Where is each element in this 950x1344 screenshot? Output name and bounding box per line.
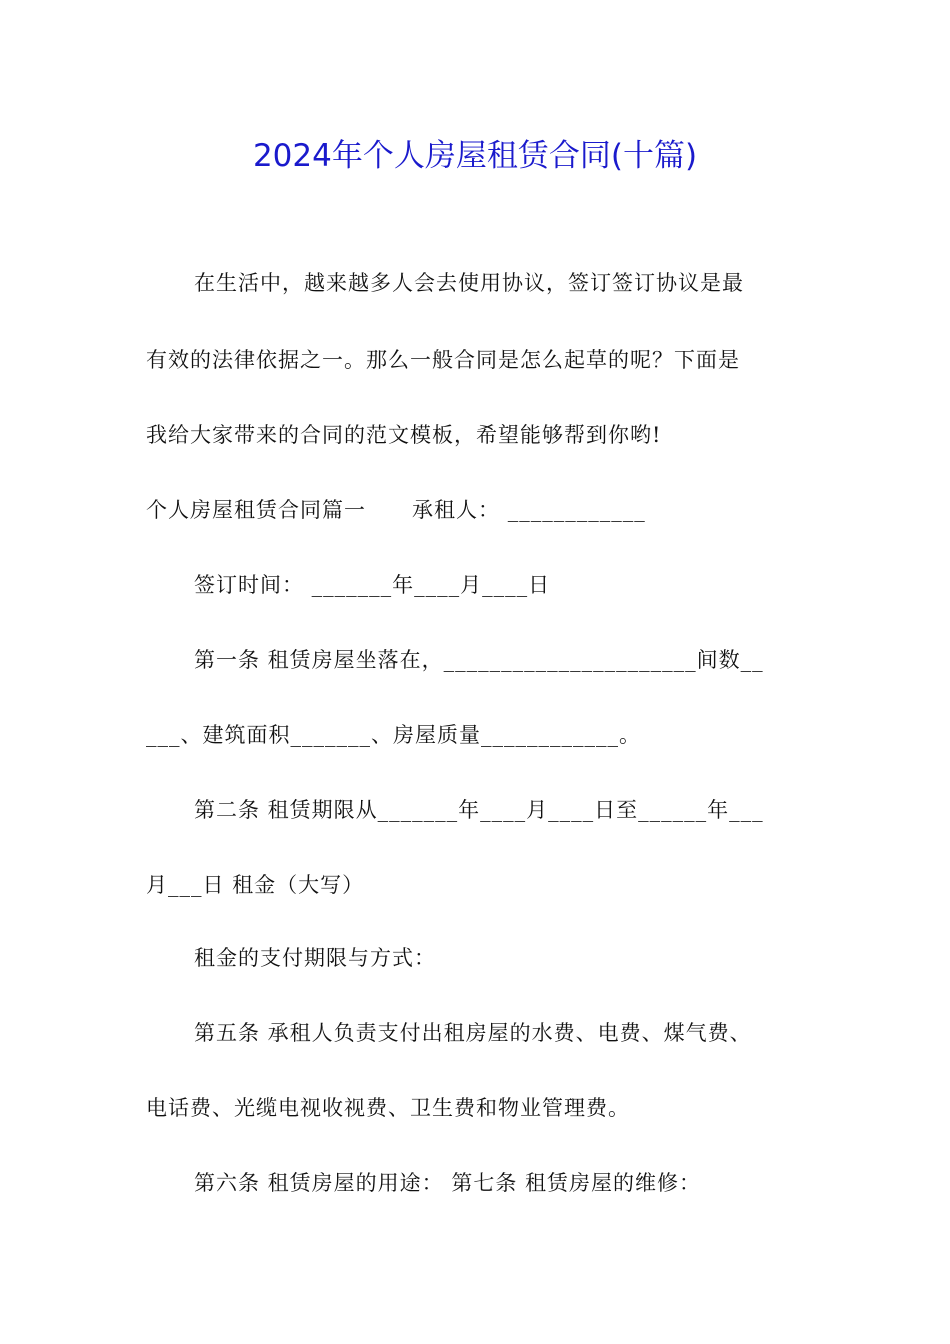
- body-text-line: 电话费、光缆电视收视费、卫生费和物业管理费。: [146, 1096, 630, 1120]
- body-text-line: 有效的法律依据之一。那么一般合同是怎么起草的呢？下面是: [146, 348, 740, 372]
- body-text-line: ___、建筑面积_______、房屋质量____________。: [146, 723, 641, 747]
- body-text-line: 个人房屋租赁合同篇一 承租人： ____________: [146, 498, 646, 522]
- body-text-line: 我给大家带来的合同的范文模板，希望能够帮到你哟!: [146, 423, 662, 447]
- body-text-line: 第二条 租赁期限从_______年____月____日至______年___: [194, 798, 764, 822]
- body-text-line: 租金的支付期限与方式：: [194, 946, 436, 970]
- body-text-line: 在生活中，越来越多人会去使用协议，签订签订协议是最: [194, 271, 744, 295]
- body-text-line: 月___日 租金（大写）: [146, 873, 365, 897]
- body-text-line: 第一条 租赁房屋坐落在，______________________间数__: [194, 648, 764, 672]
- body-text-line: 第六条 租赁房屋的用途： 第七条 租赁房屋的维修：: [194, 1171, 702, 1195]
- page-title: 2024年个人房屋租赁合同(十篇): [252, 138, 698, 174]
- body-text-line: 签订时间： _______年____月____日: [194, 573, 551, 597]
- body-text-line: 第五条 承租人负责支付出租房屋的水费、电费、煤气费、: [194, 1021, 752, 1045]
